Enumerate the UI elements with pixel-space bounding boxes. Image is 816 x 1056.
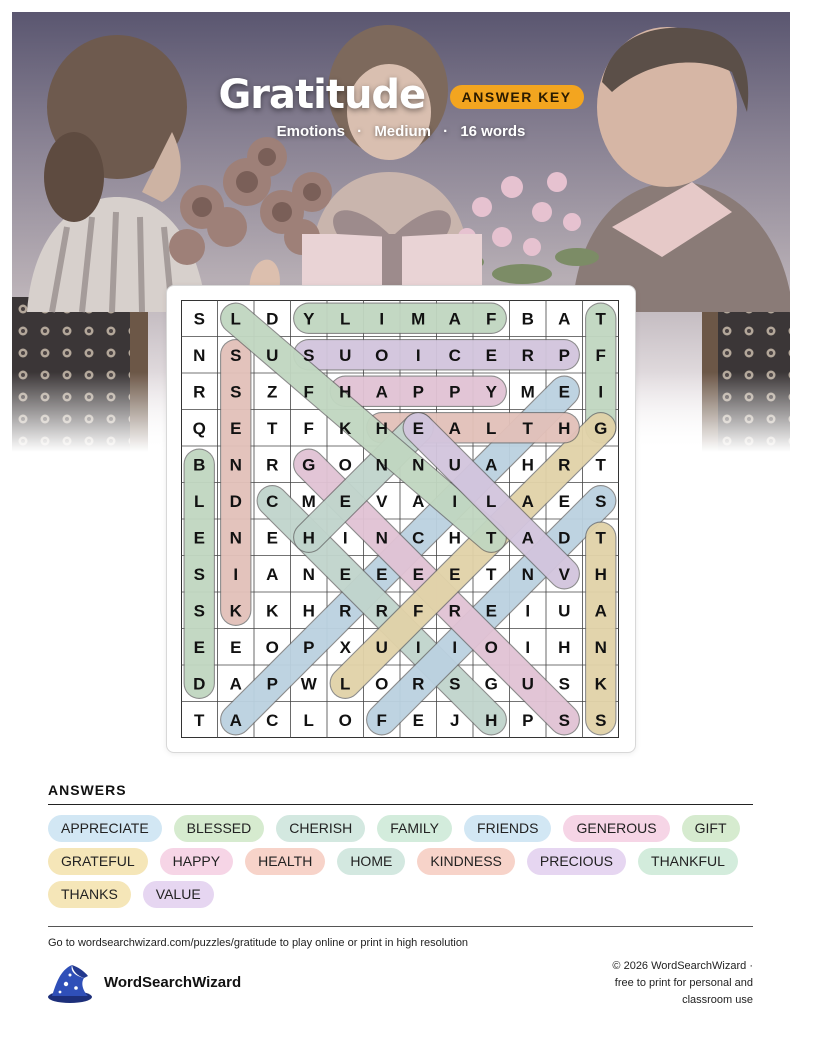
grid-cell-letter[interactable]: S bbox=[595, 491, 607, 511]
grid-cell-letter[interactable]: R bbox=[412, 674, 425, 694]
grid-cell-letter[interactable]: S bbox=[193, 601, 205, 621]
grid-cell-letter[interactable]: A bbox=[266, 564, 279, 584]
word-count-label: 16 words bbox=[460, 123, 526, 140]
grid-cell-letter[interactable]: C bbox=[412, 528, 425, 548]
copyright-line: © 2026 WordSearchWizard · bbox=[612, 960, 753, 972]
grid-cell-letter[interactable]: E bbox=[376, 564, 388, 584]
grid-cell-letter[interactable]: A bbox=[448, 309, 461, 329]
grid-cell-letter[interactable]: E bbox=[339, 491, 351, 511]
answer-chip-happy: HAPPY bbox=[160, 848, 233, 875]
grid-cell-letter[interactable]: R bbox=[521, 345, 534, 365]
grid-cell-letter[interactable]: D bbox=[193, 674, 206, 694]
answer-chip-health: HEALTH bbox=[245, 848, 325, 875]
footer-divider bbox=[48, 926, 753, 927]
grid-cell-letter[interactable]: E bbox=[558, 382, 570, 402]
grid-cell-letter[interactable]: N bbox=[302, 564, 315, 584]
grid-cell-letter[interactable]: K bbox=[339, 418, 352, 438]
grid-cell-letter[interactable]: F bbox=[486, 309, 497, 329]
grid-cell-letter[interactable]: T bbox=[522, 418, 533, 438]
grid-cell-letter[interactable]: X bbox=[339, 637, 351, 657]
grid-cell-letter[interactable]: R bbox=[339, 601, 352, 621]
grid-cell-letter[interactable]: S bbox=[193, 309, 205, 329]
title-row bbox=[12, 72, 790, 118]
grid-cell-letter[interactable]: A bbox=[375, 382, 388, 402]
answer-chip-cherish: CHERISH bbox=[276, 815, 365, 842]
grid-cell-letter[interactable]: E bbox=[485, 601, 497, 621]
copyright-text bbox=[533, 958, 753, 1009]
puzzle-title: Gratitude bbox=[218, 72, 426, 118]
grid-cell-letter[interactable]: O bbox=[375, 345, 389, 365]
separator-dot: · bbox=[443, 123, 449, 140]
grid-cell-letter[interactable]: E bbox=[485, 345, 497, 365]
grid-cell-letter[interactable]: K bbox=[229, 601, 242, 621]
grid-cell-letter[interactable]: L bbox=[486, 418, 497, 438]
grid-cell-letter[interactable]: D bbox=[558, 528, 571, 548]
grid-cell-letter[interactable]: O bbox=[375, 674, 389, 694]
grid-cell-letter[interactable]: K bbox=[594, 674, 607, 694]
grid-cell-letter[interactable]: E bbox=[558, 491, 570, 511]
grid-cell-letter[interactable]: H bbox=[302, 528, 315, 548]
copyright-line: classroom use bbox=[682, 994, 753, 1006]
grid-cell-letter[interactable]: A bbox=[521, 528, 534, 548]
category-label: Emotions bbox=[276, 123, 345, 140]
grid-cell-letter[interactable]: S bbox=[558, 674, 570, 694]
grid-cell-letter[interactable]: I bbox=[452, 637, 458, 657]
answers-divider bbox=[48, 804, 753, 805]
answer-chip-gift: GIFT bbox=[682, 815, 740, 842]
grid-cell-letter[interactable]: H bbox=[594, 564, 607, 584]
grid-cell-letter[interactable]: G bbox=[594, 418, 608, 438]
grid-cell-letter[interactable]: I bbox=[452, 491, 458, 511]
grid-cell-letter[interactable]: F bbox=[376, 710, 387, 730]
grid-cell-letter[interactable]: Y bbox=[303, 309, 315, 329]
grid-cell-letter[interactable]: E bbox=[193, 528, 205, 548]
footer-url-text[interactable]: Go to wordsearchwizard.com/puzzles/gratitude to play online or print in high resolution bbox=[48, 937, 469, 949]
brand-name: WordSearchWizard bbox=[104, 974, 242, 991]
grid-cell-letter[interactable]: R bbox=[558, 455, 571, 475]
grid-cell-letter[interactable]: A bbox=[412, 491, 425, 511]
grid-cell-letter[interactable]: O bbox=[338, 710, 352, 730]
grid-cell-letter[interactable]: I bbox=[415, 345, 421, 365]
grid-cell-letter[interactable]: S bbox=[193, 564, 205, 584]
grid-cell-letter[interactable]: T bbox=[595, 455, 606, 475]
grid-cell-letter[interactable]: I bbox=[525, 637, 531, 657]
grid-cell-letter[interactable]: C bbox=[266, 491, 279, 511]
grid-cell-letter[interactable]: O bbox=[484, 637, 498, 657]
wizard-hat-icon bbox=[46, 962, 94, 1004]
copyright-line: free to print for personal and bbox=[614, 977, 753, 989]
grid-cell-letter[interactable]: N bbox=[594, 637, 607, 657]
grid-cell-letter[interactable]: T bbox=[595, 528, 606, 548]
grid-cell-letter[interactable]: U bbox=[521, 674, 534, 694]
grid-cell-letter[interactable]: T bbox=[595, 309, 606, 329]
grid-cell-letter[interactable]: E bbox=[266, 528, 278, 548]
difficulty-label: Medium bbox=[374, 123, 431, 140]
grid-cell-letter[interactable]: G bbox=[302, 455, 316, 475]
grid-cell-letter[interactable]: I bbox=[598, 382, 604, 402]
grid-cell-letter[interactable]: L bbox=[340, 309, 351, 329]
grid-cell-letter[interactable]: U bbox=[375, 637, 388, 657]
grid-cell-letter[interactable]: T bbox=[486, 528, 497, 548]
grid-cell-letter[interactable]: A bbox=[594, 601, 607, 621]
grid-cell-letter[interactable]: F bbox=[303, 382, 314, 402]
grid-cell-letter[interactable]: H bbox=[558, 637, 571, 657]
puzzle-meta bbox=[12, 123, 790, 140]
grid-cell-letter[interactable]: A bbox=[521, 491, 534, 511]
grid-cell-letter[interactable]: H bbox=[558, 418, 571, 438]
answer-chip-generous: GENEROUS bbox=[563, 815, 669, 842]
grid-cell-letter[interactable]: R bbox=[266, 455, 279, 475]
grid-cell-letter[interactable]: N bbox=[375, 455, 388, 475]
grid-cell-letter[interactable]: M bbox=[411, 309, 426, 329]
grid-cell-letter[interactable]: S bbox=[303, 345, 315, 365]
grid-cell-letter[interactable]: I bbox=[415, 637, 421, 657]
grid-cell-letter[interactable]: U bbox=[339, 345, 352, 365]
grid-cell-letter[interactable]: A bbox=[229, 710, 242, 730]
grid-cell-letter[interactable]: N bbox=[375, 528, 388, 548]
grid-cell-letter[interactable]: S bbox=[230, 382, 242, 402]
grid-cell-letter[interactable]: N bbox=[229, 528, 242, 548]
grid-cell-letter[interactable]: U bbox=[448, 455, 461, 475]
grid-cell-letter[interactable]: S bbox=[230, 345, 242, 365]
grid-cell-letter[interactable]: T bbox=[486, 564, 497, 584]
answer-chip-kindness: KINDNESS bbox=[417, 848, 515, 875]
grid-cell-letter[interactable]: C bbox=[448, 345, 461, 365]
grid-cell-letter[interactable]: M bbox=[520, 382, 535, 402]
grid-cell-letter[interactable]: R bbox=[375, 601, 388, 621]
answer-chip-thankful: THANKFUL bbox=[638, 848, 738, 875]
answer-chip-family: FAMILY bbox=[377, 815, 452, 842]
grid-cell-letter[interactable]: R bbox=[193, 382, 206, 402]
answers-heading: ANSWERS bbox=[48, 782, 127, 798]
grid-cell-letter[interactable]: I bbox=[525, 601, 531, 621]
grid-cell-letter[interactable]: R bbox=[448, 601, 461, 621]
grid-cell-letter[interactable]: M bbox=[301, 491, 316, 511]
answer-chip-home: HOME bbox=[337, 848, 405, 875]
grid-cell-letter[interactable]: N bbox=[229, 455, 242, 475]
grid-cell-letter[interactable]: U bbox=[266, 345, 279, 365]
grid-cell-letter[interactable]: P bbox=[266, 674, 278, 694]
grid-cell-letter[interactable]: E bbox=[412, 564, 424, 584]
grid-cell-letter[interactable]: L bbox=[194, 491, 205, 511]
grid-cell-letter[interactable]: H bbox=[448, 528, 461, 548]
grid-cell-letter[interactable]: E bbox=[412, 418, 424, 438]
grid-cell-letter[interactable]: P bbox=[449, 382, 461, 402]
grid-cell-letter[interactable]: E bbox=[449, 564, 461, 584]
grid-cell-letter[interactable]: P bbox=[303, 637, 315, 657]
separator-dot: · bbox=[357, 123, 363, 140]
grid-cell-letter[interactable]: L bbox=[303, 710, 314, 730]
grid-cell-letter[interactable]: U bbox=[558, 601, 571, 621]
grid-cell-letter[interactable]: P bbox=[412, 382, 424, 402]
answer-chip-value: VALUE bbox=[143, 881, 214, 908]
grid-cell-letter[interactable]: A bbox=[558, 309, 571, 329]
grid-cell-letter[interactable]: T bbox=[194, 710, 205, 730]
grid-cell-letter[interactable]: B bbox=[193, 455, 206, 475]
grid-cell-letter[interactable]: I bbox=[342, 528, 348, 548]
grid-cell-letter[interactable]: F bbox=[303, 418, 314, 438]
grid-cell-letter[interactable]: V bbox=[376, 491, 388, 511]
grid-cell-letter[interactable]: I bbox=[233, 564, 239, 584]
grid-cell-letter[interactable]: H bbox=[339, 382, 352, 402]
answer-chip-precious: PRECIOUS bbox=[527, 848, 626, 875]
grid-cell-letter[interactable]: F bbox=[413, 601, 424, 621]
grid-cell-letter[interactable]: A bbox=[485, 455, 498, 475]
grid-cell-letter[interactable]: E bbox=[339, 564, 351, 584]
grid-cell-letter[interactable]: I bbox=[379, 309, 385, 329]
grid-cell-letter[interactable]: D bbox=[229, 491, 242, 511]
grid-cell-letter[interactable]: E bbox=[193, 637, 205, 657]
grid-cell-letter[interactable]: S bbox=[595, 710, 607, 730]
word-search-grid[interactable] bbox=[181, 300, 619, 738]
grid-cell-letter[interactable]: H bbox=[302, 601, 315, 621]
answers-list bbox=[48, 815, 758, 908]
answer-chip-thanks: THANKS bbox=[48, 881, 131, 908]
grid-cell-letter[interactable]: Z bbox=[267, 382, 278, 402]
answer-chip-friends: FRIENDS bbox=[464, 815, 551, 842]
answer-chip-appreciate: APPRECIATE bbox=[48, 815, 162, 842]
grid-cell-letter[interactable]: W bbox=[300, 674, 317, 694]
grid-cell-letter[interactable]: C bbox=[266, 710, 279, 730]
grid-cell-letter[interactable]: P bbox=[522, 710, 534, 730]
grid-cell-letter[interactable]: N bbox=[412, 455, 425, 475]
grid-cell-letter[interactable]: V bbox=[558, 564, 570, 584]
grid-cell-letter[interactable]: E bbox=[412, 710, 424, 730]
grid-cell-letter[interactable]: A bbox=[229, 674, 242, 694]
grid-cell-letter[interactable]: O bbox=[338, 455, 352, 475]
grid-cell-letter[interactable]: E bbox=[230, 418, 242, 438]
grid-cell-letter[interactable]: H bbox=[521, 455, 534, 475]
grid-cell-letter[interactable]: T bbox=[267, 418, 278, 438]
grid-cell-letter[interactable]: L bbox=[340, 674, 351, 694]
grid-cell-letter[interactable]: D bbox=[266, 309, 279, 329]
answer-chip-blessed: BLESSED bbox=[174, 815, 265, 842]
grid-cell-letter[interactable]: A bbox=[448, 418, 461, 438]
answer-chip-grateful: GRATEFUL bbox=[48, 848, 148, 875]
grid-cell-letter[interactable]: L bbox=[486, 491, 497, 511]
grid-cell-letter[interactable]: S bbox=[449, 674, 461, 694]
grid-cell-letter[interactable]: L bbox=[230, 309, 241, 329]
grid-cell-letter[interactable]: J bbox=[450, 710, 460, 730]
grid-cell-letter[interactable]: H bbox=[485, 710, 498, 730]
grid-cell-letter[interactable]: N bbox=[193, 345, 206, 365]
grid-cell-letter[interactable]: G bbox=[484, 674, 498, 694]
grid-cell-letter[interactable]: P bbox=[558, 345, 570, 365]
grid-cell-letter[interactable]: N bbox=[521, 564, 534, 584]
grid-cell-letter[interactable]: K bbox=[266, 601, 279, 621]
grid-cell-letter[interactable]: E bbox=[230, 637, 242, 657]
grid-cell-letter[interactable]: Q bbox=[192, 418, 206, 438]
grid-cell-letter[interactable]: S bbox=[558, 710, 570, 730]
grid-cell-letter[interactable]: F bbox=[595, 345, 606, 365]
grid-cell-letter[interactable]: Y bbox=[485, 382, 497, 402]
grid-cell-letter[interactable]: H bbox=[375, 418, 388, 438]
grid-cell-letter[interactable]: O bbox=[265, 637, 279, 657]
grid-cell-letter[interactable]: B bbox=[521, 309, 534, 329]
answer-key-badge: ANSWER KEY bbox=[450, 85, 584, 109]
